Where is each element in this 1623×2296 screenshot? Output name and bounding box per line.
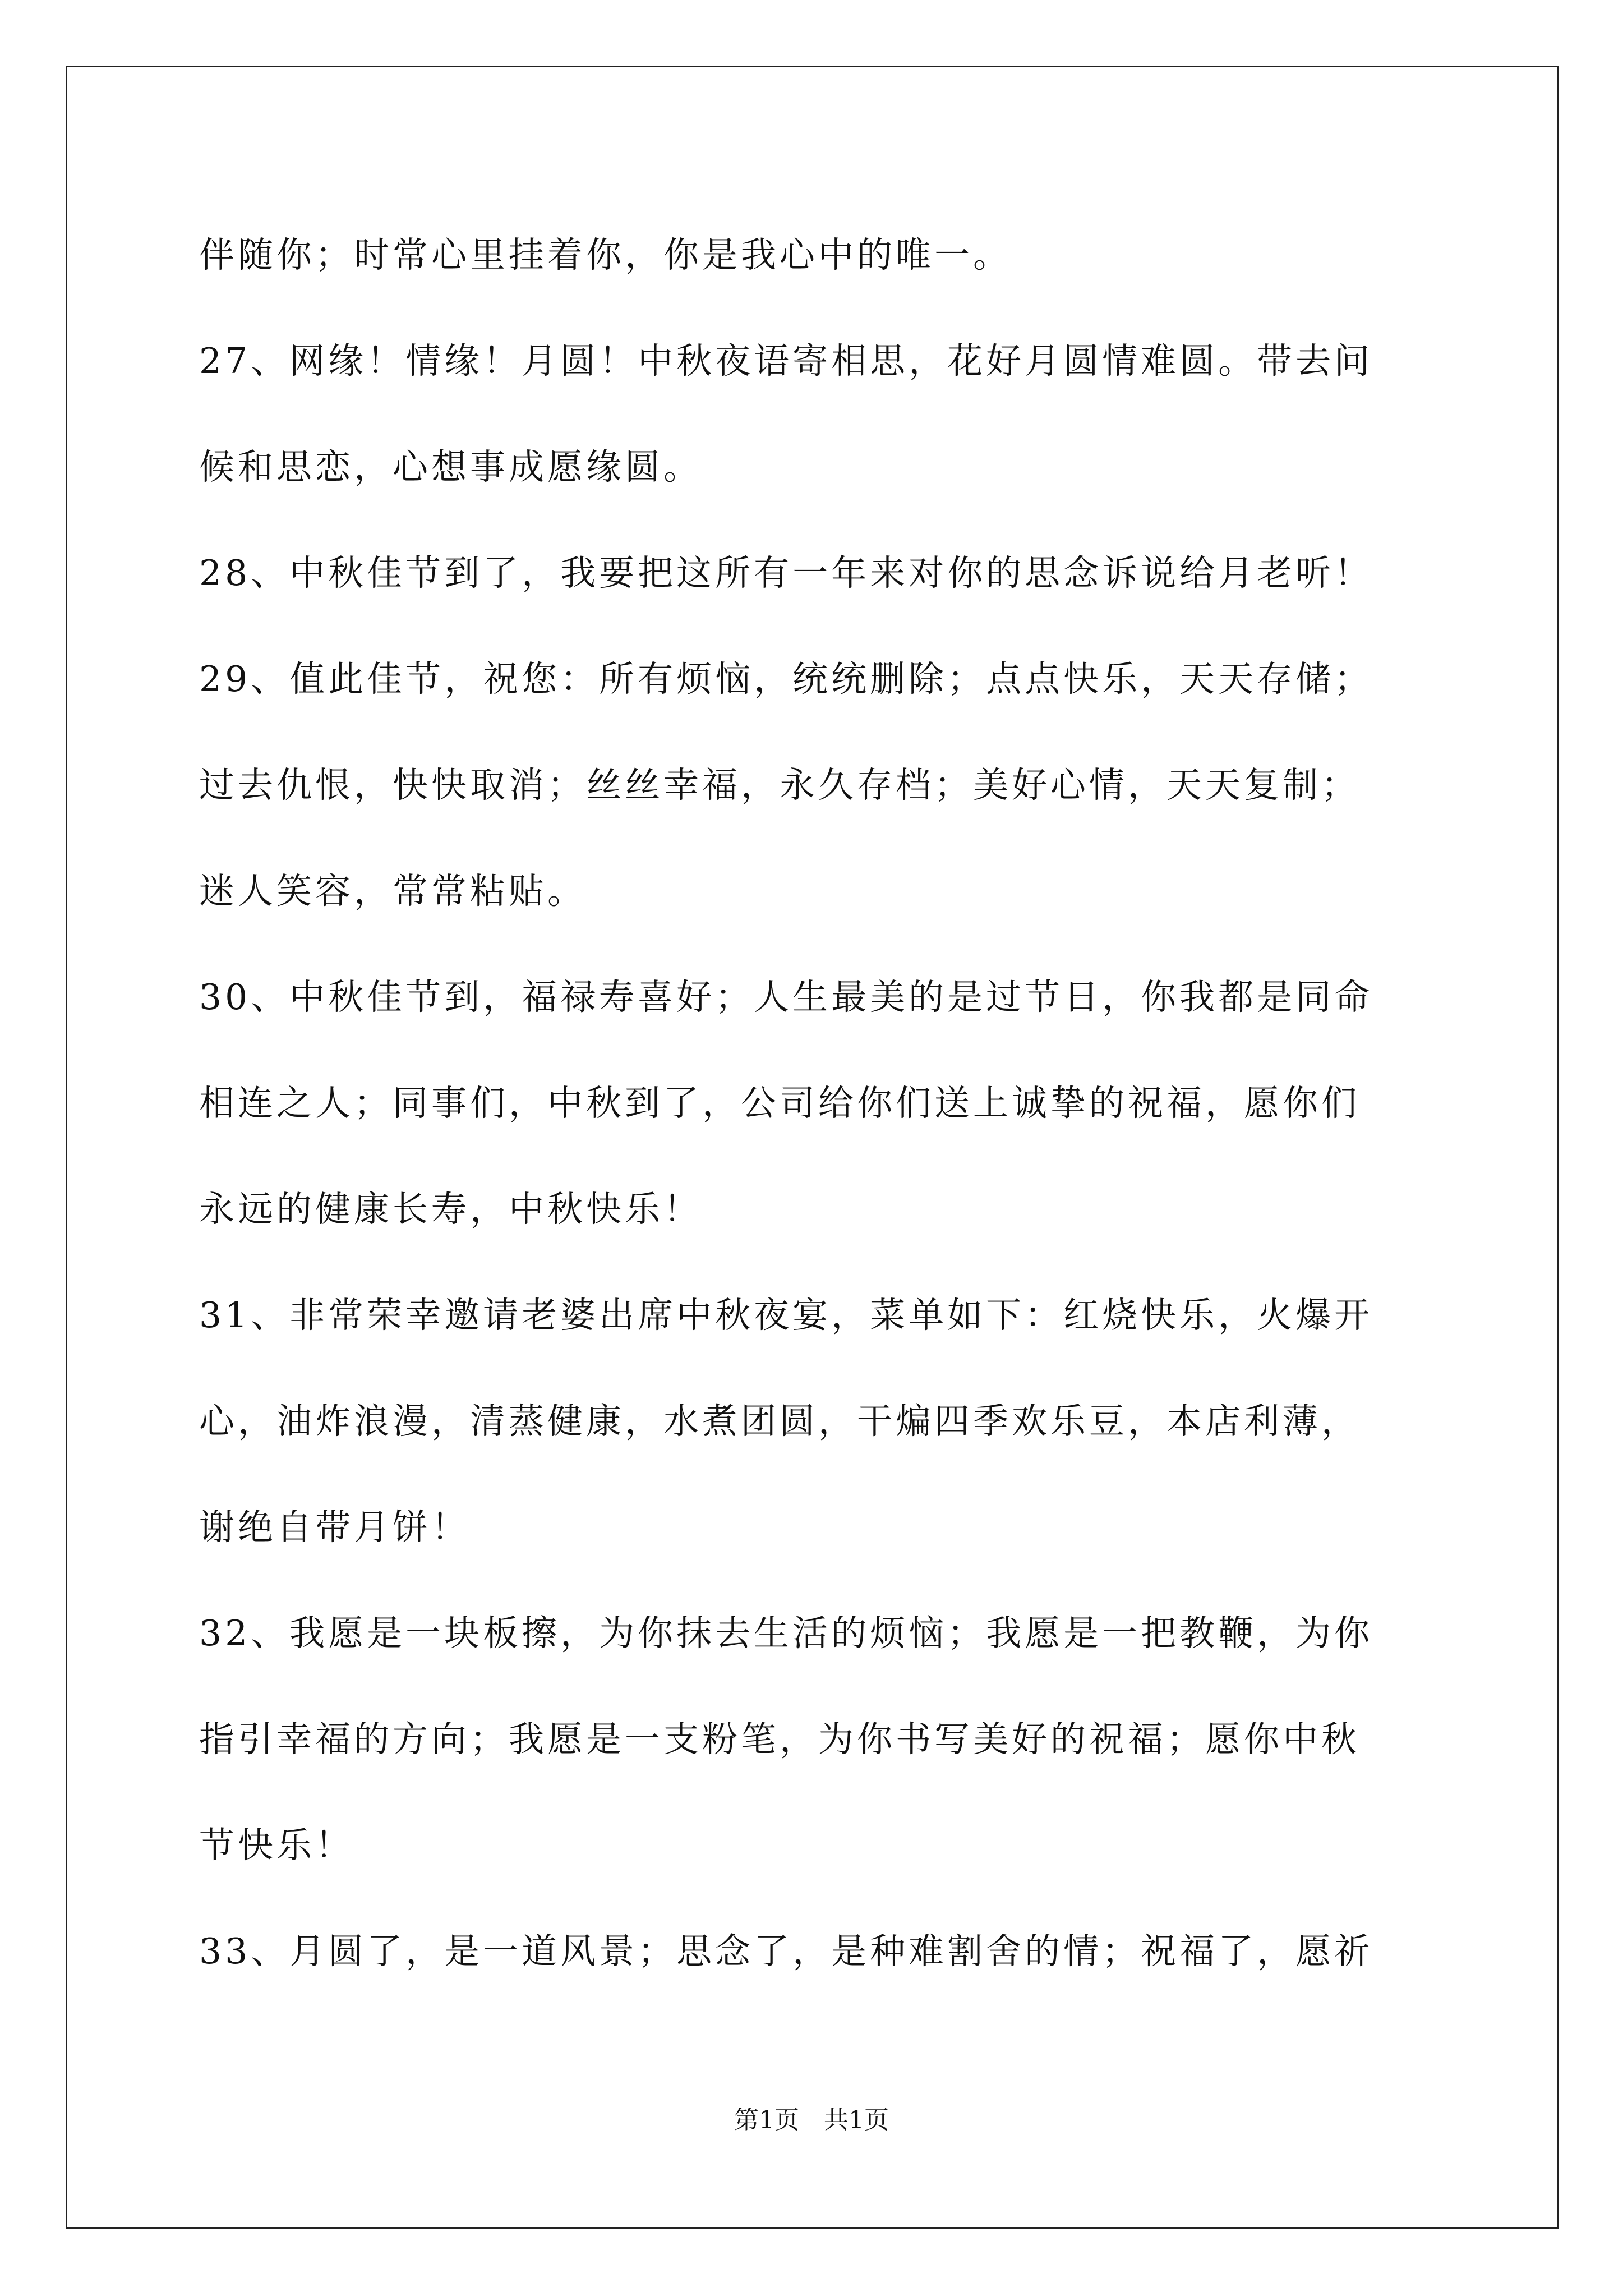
text-line: 指引幸福的方向；我愿是一支粉笔，为你书写美好的祝福；愿你中秋 <box>199 1719 1360 1760</box>
text-line: 心，油炸浪漫，清蒸健康，水煮团圆，干煸四季欢乐豆，本店利薄， <box>199 1401 1360 1442</box>
text-line: 迷人笑容，常常粘贴。 <box>199 871 586 912</box>
text-line: 27、网缘！情缘！月圆！中秋夜语寄相思，花好月圆情难圆。带去问 <box>199 341 1373 381</box>
text-line: 伴随你；时常心里挂着你，你是我心中的唯一。 <box>199 234 1012 275</box>
text-line: 永远的健康长寿，中秋快乐！ <box>199 1189 702 1230</box>
text-line: 相连之人；同事们，中秋到了，公司给你们送上诚挚的祝福，愿你们 <box>199 1083 1360 1124</box>
page-footer: 第1页 共1页 <box>734 2106 889 2134</box>
text-line: 29、值此佳节，祝您：所有烦恼，统统删除；点点快乐，天天存储； <box>199 659 1373 700</box>
text-line: 过去仇恨，快快取消；丝丝幸福，永久存档；美好心情，天天复制； <box>199 765 1360 806</box>
text-line: 候和思恋，心想事成愿缘圆。 <box>199 447 702 487</box>
text-line: 30、中秋佳节到，福禄寿喜好；人生最美的是过节日，你我都是同命 <box>199 977 1373 1018</box>
text-line: 32、我愿是一块板擦，为你抹去生活的烦恼；我愿是一把教鞭，为你 <box>199 1613 1373 1654</box>
text-line: 谢绝自带月饼！ <box>199 1507 470 1548</box>
text-line: 31、非常荣幸邀请老婆出席中秋夜宴，菜单如下：红烧快乐，火爆开 <box>199 1295 1373 1336</box>
text-line: 节快乐！ <box>199 1825 354 1866</box>
page-border <box>66 66 1559 2229</box>
text-line: 28、中秋佳节到了，我要把这所有一年来对你的思念诉说给月老听！ <box>199 553 1373 593</box>
text-line: 33、月圆了，是一道风景；思念了，是种难割舍的情；祝福了，愿祈 <box>199 1931 1373 1972</box>
